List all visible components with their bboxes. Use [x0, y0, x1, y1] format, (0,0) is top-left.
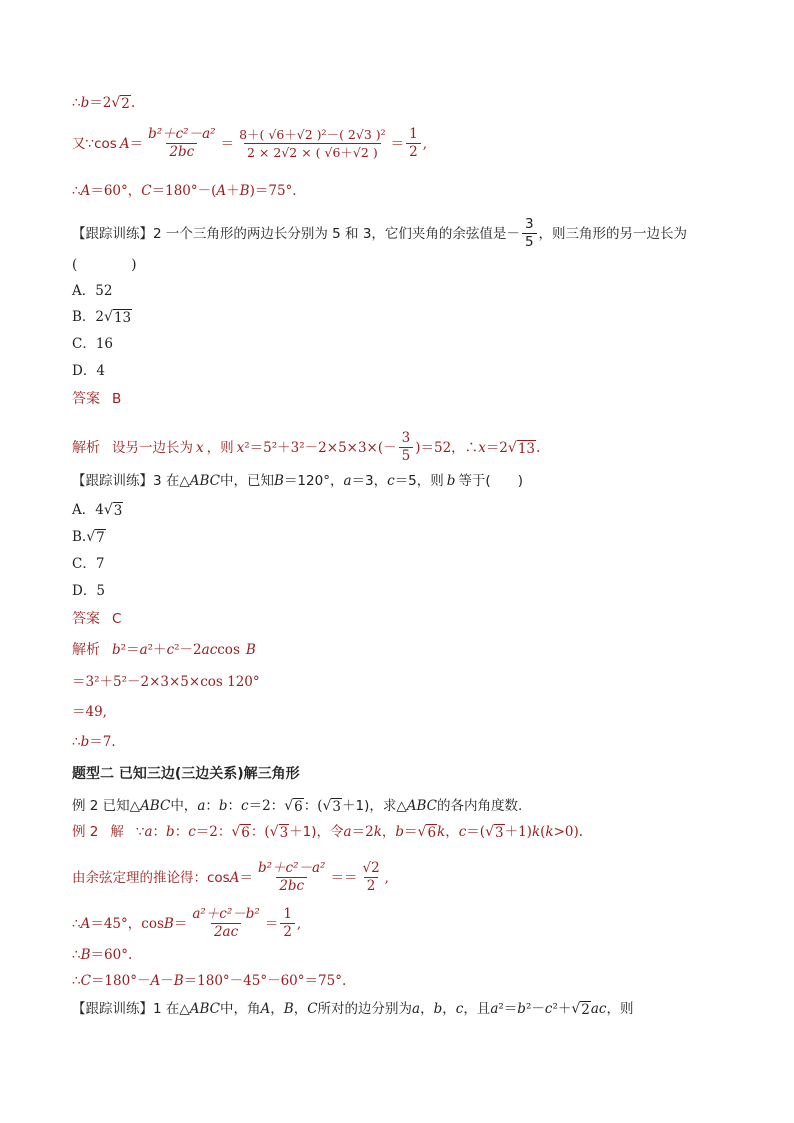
sqrt: √ 6 [231, 824, 250, 841]
question-2-stem: 【跟踪训练】2 一个三角形的两边长分别为 5 和 3，它们夹角的余弦值是－ $\frac{3}{5}$ ，则三角形的另一边长为 [72, 216, 688, 250]
sqrt: √ 3 [103, 502, 123, 519]
fraction: $\frac{\text{a²＋c²－b²}}{2ac}$ [192, 906, 260, 940]
option-d: D．5 [72, 583, 105, 599]
angle-b-line: ∴ B ＝60°. [72, 947, 133, 963]
solution-line-angles: ∴ A ＝60°， C ＝180°－( A ＋ B )＝75°. [72, 183, 297, 199]
sqrt: √ 6 [417, 824, 437, 841]
option-a: A．4 √ 3 [72, 502, 123, 519]
sqrt: √ 2 [571, 1001, 590, 1018]
therefore-symbol: ∴ [72, 95, 81, 111]
option-c: C．16 [72, 336, 114, 352]
question-2-blank: ( ) [72, 257, 137, 273]
option-b: B. √ 7 [72, 529, 105, 546]
sqrt: √ 2 [111, 95, 130, 112]
option-d: D．4 [72, 363, 105, 379]
option-b: B．2 √ 13 [72, 309, 132, 326]
answer-line-3: 答案 C [72, 611, 122, 627]
cos-a-formula-line: 又∵cos A ＝ $\frac{\text{b²＋c²－a²}}{2bc}$ ＝ $\frac{\text{8＋( √6＋√2 )²－( 2√3 )²}}{2 \times 2√2 \times ( √6+√2 )}$ ＝ $\frac{1}{2}$ , [72, 126, 428, 160]
answer-line-2: 答案 B [72, 391, 122, 407]
example-2-stem: 例 2 已知△ ABC 中， a ： b ： c ＝2： √ 6 ：( √ 3 ＋1)，求△ ABC 的各内角度数. [72, 798, 523, 815]
sqrt: √ 6 [284, 798, 303, 815]
option-c: C．7 [72, 556, 105, 572]
angle-a-line: ∴ A ＝45°，cos B ＝ $\frac{\text{a²＋c²－b²}}{2ac}$ ＝ $\frac{1}{2}$ , [72, 906, 302, 940]
analysis-line-3b: ＝3²＋5²－2×3×5×cos 120° [72, 674, 260, 690]
fraction: $\frac{\text{b²＋c²－a²}}{2bc}$ [148, 126, 216, 160]
sqrt: √ 3 [269, 824, 289, 841]
training-1-stem: 【跟踪训练】1 在△ ABC 中，角 A ， B ， C 所对的边分别为 a ， b ， c ，且 a ²＝ b ²－ c ²＋ √ 2 ac ，则 [72, 1001, 634, 1018]
cosine-inference-line: 由余弦定理的推论得：cos A ＝ $\frac{\text{b²＋c²－a²}}{2bc}$ ＝＝ $\frac{√2}{2}$ , [72, 860, 389, 894]
fraction: $\frac{\text{b²＋c²－a²}}{2bc}$ [257, 860, 326, 894]
solution-line-b-value: ∴ b ＝2 √ 2 . [72, 95, 136, 112]
analysis-line-3: 解析 b ²＝ a ²＋ c ²－2 ac cos B [72, 642, 256, 658]
question-3-stem: 【跟踪训练】3 在△ ABC 中，已知 B ＝120°， a ＝3， c ＝5，则 b 等于( ) [72, 473, 523, 489]
angle-c-line: ∴ C ＝180°－ A － B ＝180°－45°－60°＝75°. [72, 973, 347, 989]
sqrt: √ 3 [322, 798, 341, 815]
fraction: $\frac{3}{5}$ [522, 216, 537, 251]
sqrt: √ 7 [86, 529, 105, 546]
sqrt: √ 13 [104, 309, 132, 326]
fraction: $\frac{1}{2}$ [280, 906, 295, 941]
fraction: $\frac{3}{5}$ [399, 430, 414, 465]
fraction: $\frac{1}{2}$ [406, 126, 421, 161]
fraction: $\frac{\text{8＋( √6＋√2 )²－( 2√3 )²}}{2 \times 2√2 \times ( √6+√2 )}$ [239, 127, 386, 160]
analysis-line-2: 解析 设另一边长为 x ，则 x ²＝5²＋3²－2×5×3×(－ $\frac{3}{5}$ )＝52，∴ x ＝2 √ 13 . [72, 430, 541, 464]
sqrt: √ 13 [507, 439, 536, 457]
option-a: A．52 [72, 283, 113, 299]
analysis-line-3c: ＝49, [72, 704, 107, 720]
sqrt: √ 3 [485, 824, 504, 841]
example-2-solution: 例 2 解 ∵ a ： b ： c ＝2： √ 6 ：( √ 3 ＋1)，令 a ＝2 k ， b ＝ √ 6 k ， c ＝( √ 3 ＋1) k ( k >0). [72, 824, 584, 841]
section-heading: 题型二 已知三边(三边关系)解三角形 [72, 766, 300, 782]
analysis-line-3d: ∴ b ＝7. [72, 734, 116, 750]
fraction: $\frac{√2}{2}$ [362, 860, 380, 894]
